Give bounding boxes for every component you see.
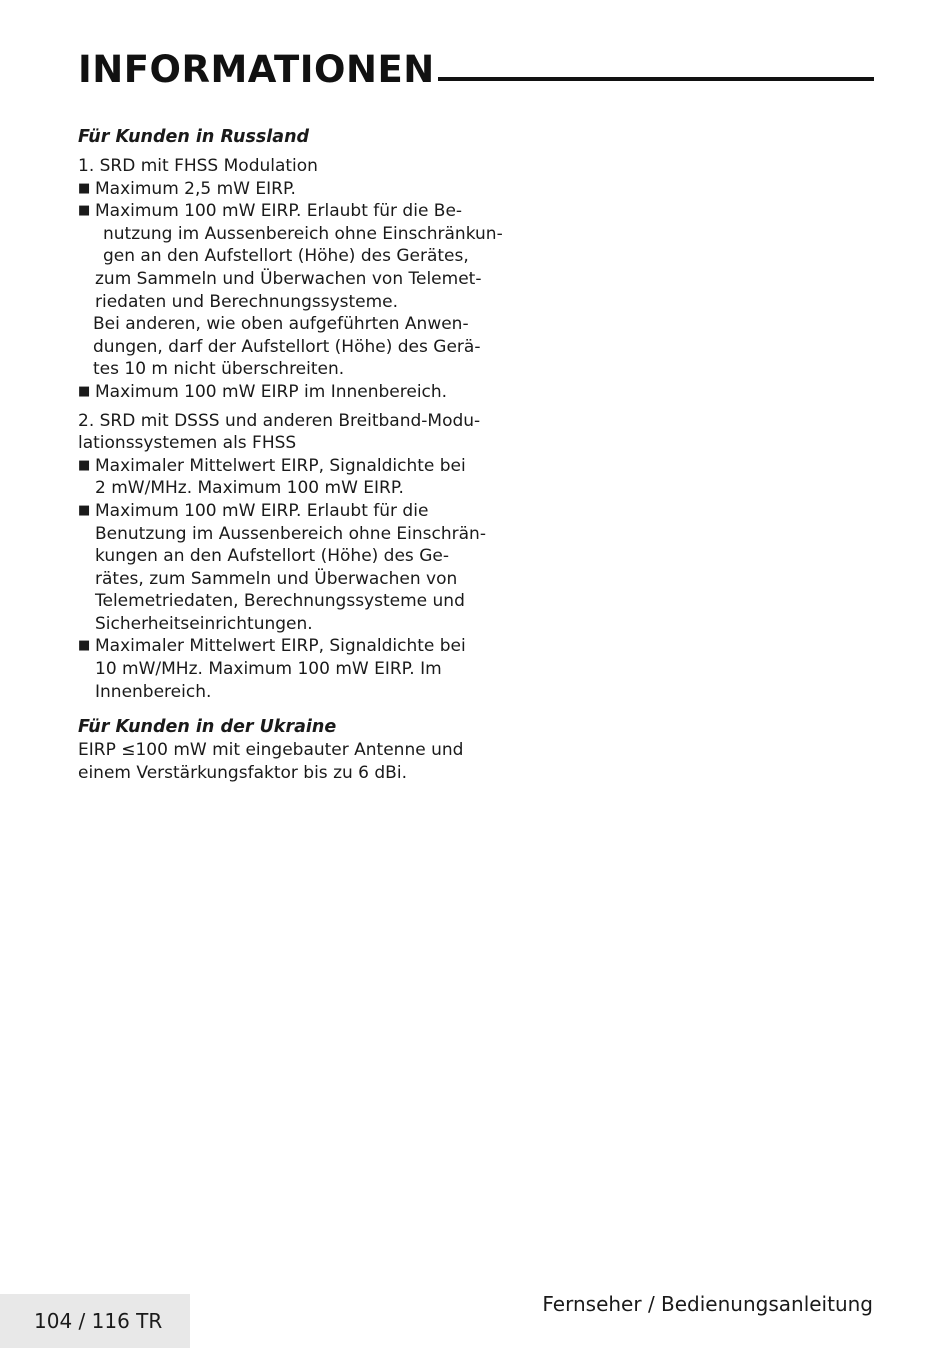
item1-bullet-list — [78, 178, 503, 314]
note-line: dungen, darf der Aufstellort (Höhe) des Gerä- — [93, 336, 481, 357]
bullet-line: Innenbereich. — [95, 681, 212, 702]
square-bullet-icon: ■ — [78, 502, 91, 518]
bullet-line: Maximum 100 mW EIRP. Erlaubt für die — [95, 500, 429, 521]
page-title: INFORMATIONEN — [78, 48, 435, 91]
bullet-text — [95, 455, 466, 500]
item1-title: 1. SRD mit FHSS Modulation — [78, 156, 318, 176]
item2-title — [78, 410, 481, 455]
title-rule — [438, 77, 874, 81]
list-item — [78, 635, 466, 703]
bullet-line: Maximaler Mittelwert EIRP, Signaldichte bei — [95, 636, 466, 657]
bullet-text — [95, 200, 503, 313]
bullet-line: kungen an den Aufstellort (Höhe) des Ge- — [95, 546, 449, 567]
ukraine-text-line: einem Verstärkungsfaktor bis zu 6 dBi. — [78, 762, 407, 783]
bullet-line: Maximum 100 mW EIRP. Erlaubt für die Be- — [95, 201, 463, 222]
page-number: 104 / 116 TR — [34, 1309, 163, 1333]
bullet-line: Maximaler Mittelwert EIRP, Signaldichte bei — [95, 455, 466, 476]
item1-bullet-list-continued — [78, 381, 460, 404]
item2-title-line: lationssystemen als FHSS — [78, 433, 297, 454]
square-bullet-icon: ■ — [78, 383, 91, 399]
list-item — [78, 200, 503, 313]
bullet-line: nutzung im Aussenbereich ohne Einschränkun- — [103, 223, 503, 244]
note-line: tes 10 m nicht überschreiten. — [93, 359, 345, 380]
section-heading-ukraine: Für Kunden in der Ukraine — [78, 717, 337, 738]
list-item — [78, 381, 460, 404]
bullet-text — [95, 500, 486, 636]
bullet-line: Sicherheitseinrichtungen. — [95, 613, 313, 634]
bullet-text: Maximum 100 mW EIRP im Innenbereich. — [95, 381, 448, 402]
main-content — [78, 125, 503, 784]
footer-page-box — [0, 1294, 190, 1348]
square-bullet-icon: ■ — [78, 203, 91, 219]
ukraine-text-line: EIRP ≤100 mW mit eingebauter Antenne und — [78, 740, 464, 761]
note-line: Bei anderen, wie oben aufgeführten Anwen- — [93, 314, 469, 335]
square-bullet-icon: ■ — [78, 457, 91, 473]
bullet-line: Telemetriedaten, Berechnungssysteme und — [95, 591, 465, 612]
ukraine-text — [78, 739, 464, 784]
section-heading-russia: Für Kunden in Russland — [78, 127, 310, 147]
bullet-text — [95, 635, 466, 703]
item1-note — [78, 313, 481, 381]
bullet-line: 10 mW/MHz. Maximum 100 mW EIRP. Im — [95, 659, 442, 680]
bullet-line: riedaten und Berechnungssysteme. — [95, 291, 399, 312]
item2-title-line: 2. SRD mit DSSS und anderen Breitband-Modu- — [78, 410, 481, 431]
document-title: Fernseher / Bedienungsanleitung — [542, 1292, 873, 1316]
bullet-line: zum Sammeln und Überwachen von Telemet- — [95, 268, 482, 289]
item2-bullet-list — [78, 455, 486, 704]
square-bullet-icon: ■ — [78, 638, 91, 654]
square-bullet-icon: ■ — [78, 180, 91, 196]
list-item — [78, 500, 486, 636]
bullet-line: gen an den Aufstellort (Höhe) des Gerätes, — [103, 246, 469, 267]
list-item — [78, 178, 460, 201]
bullet-line: 2 mW/MHz. Maximum 100 mW EIRP. — [95, 478, 404, 499]
bullet-line: rätes, zum Sammeln und Überwachen von — [95, 568, 458, 589]
list-item — [78, 455, 466, 500]
bullet-line: Benutzung im Aussenbereich ohne Einschrän- — [95, 523, 486, 544]
page-header — [78, 44, 874, 92]
bullet-text: Maximum 2,5 mW EIRP. — [95, 178, 296, 199]
